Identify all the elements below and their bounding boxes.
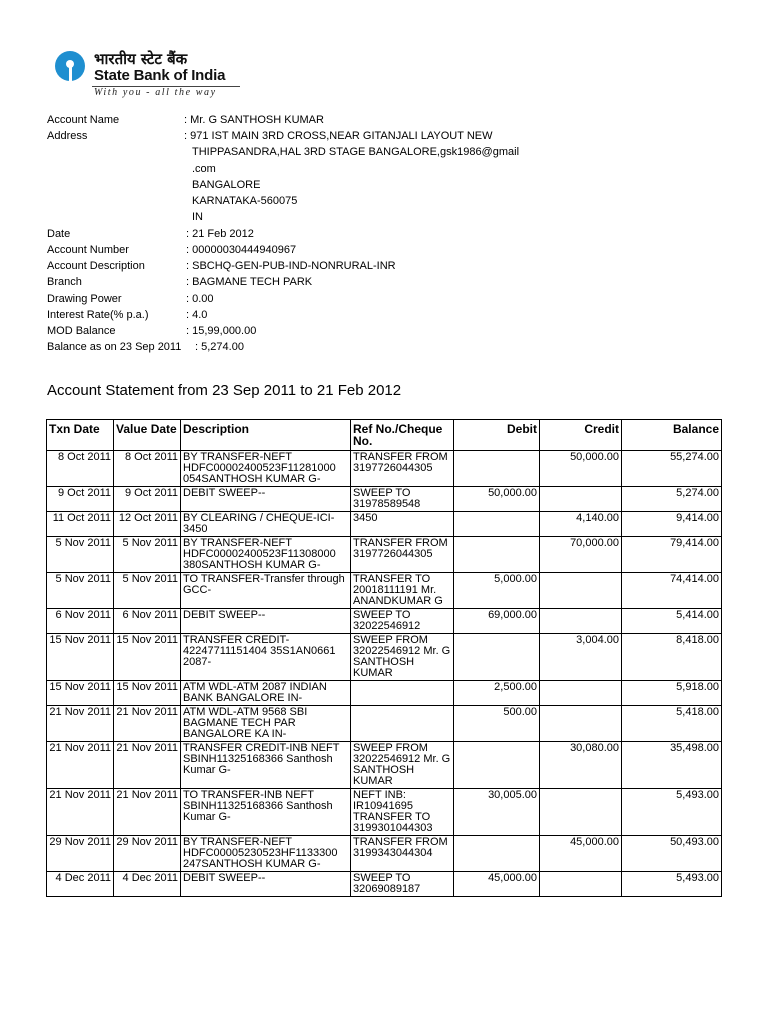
debit-cell: 30,005.00: [454, 789, 540, 836]
balance-cell: 5,414.00: [622, 609, 722, 634]
balance-cell: 9,414.00: [622, 512, 722, 537]
table-header-row: [47, 420, 722, 451]
statement-table: [46, 419, 722, 897]
mod-balance-label: MOD Balance: [47, 325, 116, 337]
table-row: [47, 451, 722, 487]
ref-cell: TRANSFER FROM 3197726044305: [351, 537, 454, 573]
table-row: [47, 742, 722, 789]
col-description: Description: [181, 420, 351, 451]
description-cell: TO TRANSFER-INB NEFT SBINH11325168366 Santhosh Kumar G-: [181, 789, 351, 836]
balance-cell: 8,418.00: [622, 634, 722, 681]
txn-date-cell: 21 Nov 2011: [47, 742, 114, 789]
bank-tagline: With you - all the way: [94, 87, 217, 98]
description-cell: BY TRANSFER-NEFT HDFC00005230523HF1133300 247SANTHOSH KUMAR G-: [181, 836, 351, 872]
balance-cell: 5,493.00: [622, 872, 722, 897]
address-label: Address: [47, 130, 88, 142]
address-line: IN: [192, 211, 203, 223]
value-date-cell: 4 Dec 2011: [114, 872, 181, 897]
ref-cell: SWEEP TO 32022546912: [351, 609, 454, 634]
credit-cell: [540, 706, 622, 742]
bank-name: State Bank of India: [94, 67, 226, 84]
debit-cell: 500.00: [454, 706, 540, 742]
opening-balance-label: Balance as on 23 Sep 2011: [47, 341, 182, 353]
description-cell: BY TRANSFER-NEFT HDFC00002400523F11281000 054SANTHOSH KUMAR G-: [181, 451, 351, 487]
ref-cell: 3450: [351, 512, 454, 537]
debit-cell: [454, 742, 540, 789]
date-value: : 21 Feb 2012: [186, 228, 254, 240]
sbi-logo: [52, 48, 272, 102]
debit-cell: [454, 451, 540, 487]
value-date-cell: 5 Nov 2011: [114, 573, 181, 609]
ref-cell: SWEEP TO 31978589548: [351, 487, 454, 512]
table-row: [47, 872, 722, 897]
description-cell: TO TRANSFER-Transfer through GCC-: [181, 573, 351, 609]
table-row: [47, 681, 722, 706]
drawing-power-label: Drawing Power: [47, 293, 122, 305]
ref-cell: SWEEP FROM 32022546912 Mr. G SANTHOSH KUMAR: [351, 634, 454, 681]
credit-cell: [540, 872, 622, 897]
txn-date-cell: 21 Nov 2011: [47, 706, 114, 742]
credit-cell: [540, 609, 622, 634]
ref-cell: TRANSFER FROM 3199343044304: [351, 836, 454, 872]
address-line: KARNATAKA-560075: [192, 195, 298, 207]
account-name-label: Account Name: [47, 114, 120, 126]
credit-cell: [540, 789, 622, 836]
description-cell: TRANSFER CREDIT-INB NEFT SBINH11325168366 Santhosh Kumar G-: [181, 742, 351, 789]
table-row: [47, 573, 722, 609]
address-line: .com: [192, 163, 216, 175]
balance-cell: 55,274.00: [622, 451, 722, 487]
branch-label: Branch: [47, 276, 82, 288]
value-date-cell: 15 Nov 2011: [114, 681, 181, 706]
credit-cell: 50,000.00: [540, 451, 622, 487]
col-txn-date: Txn Date: [47, 420, 114, 451]
ref-cell: TRANSFER TO 20018111191 Mr. ANANDKUMAR G: [351, 573, 454, 609]
debit-cell: [454, 512, 540, 537]
balance-cell: 79,414.00: [622, 537, 722, 573]
txn-date-cell: 15 Nov 2011: [47, 681, 114, 706]
value-date-cell: 21 Nov 2011: [114, 742, 181, 789]
credit-cell: 3,004.00: [540, 634, 622, 681]
debit-cell: [454, 634, 540, 681]
ref-cell: [351, 681, 454, 706]
value-date-cell: 21 Nov 2011: [114, 706, 181, 742]
col-value-date: Value Date: [114, 420, 181, 451]
table-row: [47, 609, 722, 634]
balance-cell: 74,414.00: [622, 573, 722, 609]
col-debit: Debit: [454, 420, 540, 451]
balance-cell: 5,493.00: [622, 789, 722, 836]
description-cell: DEBIT SWEEP--: [181, 609, 351, 634]
debit-cell: 2,500.00: [454, 681, 540, 706]
account-description-value: : SBCHQ-GEN-PUB-IND-NONRURAL-INR: [186, 260, 396, 272]
interest-rate-value: : 4.0: [186, 309, 208, 321]
balance-cell: 5,418.00: [622, 706, 722, 742]
debit-cell: 69,000.00: [454, 609, 540, 634]
credit-cell: [540, 681, 622, 706]
col-credit: Credit: [540, 420, 622, 451]
table-row: [47, 487, 722, 512]
txn-date-cell: 5 Nov 2011: [47, 537, 114, 573]
account-name-value: : Mr. G SANTHOSH KUMAR: [184, 114, 324, 126]
value-date-cell: 9 Oct 2011: [114, 487, 181, 512]
txn-date-cell: 11 Oct 2011: [47, 512, 114, 537]
credit-cell: 45,000.00: [540, 836, 622, 872]
txn-date-cell: 15 Nov 2011: [47, 634, 114, 681]
branch-value: : BAGMANE TECH PARK: [186, 276, 313, 288]
description-cell: BY CLEARING / CHEQUE-ICI-3450: [181, 512, 351, 537]
debit-cell: 50,000.00: [454, 487, 540, 512]
col-ref: Ref No./Cheque No.: [351, 420, 454, 451]
ref-cell: NEFT INB: IR10941695 TRANSFER TO 3199301044303: [351, 789, 454, 836]
balance-cell: 35,498.00: [622, 742, 722, 789]
debit-cell: [454, 537, 540, 573]
interest-rate-label: Interest Rate(% p.a.): [47, 309, 149, 321]
table-row: [47, 537, 722, 573]
address-line: : 971 IST MAIN 3RD CROSS,NEAR GITANJALI LAYOUT NEW: [184, 130, 493, 142]
opening-balance-value: : 5,274.00: [195, 341, 244, 353]
debit-cell: 45,000.00: [454, 872, 540, 897]
balance-cell: 50,493.00: [622, 836, 722, 872]
table-row: [47, 789, 722, 836]
date-label: Date: [47, 228, 71, 240]
txn-date-cell: 9 Oct 2011: [47, 487, 114, 512]
sbi-keyhole-icon: [55, 51, 85, 81]
statement-title: Account Statement from 23 Sep 2011 to 21 Feb 2012: [47, 382, 402, 399]
table-row: [47, 836, 722, 872]
table-row: [47, 634, 722, 681]
drawing-power-value: : 0.00: [186, 293, 214, 305]
description-cell: ATM WDL-ATM 2087 INDIAN BANK BANGALORE IN-: [181, 681, 351, 706]
credit-cell: 4,140.00: [540, 512, 622, 537]
account-number-label: Account Number: [47, 244, 129, 256]
account-description-label: Account Description: [47, 260, 145, 272]
credit-cell: 30,080.00: [540, 742, 622, 789]
debit-cell: [454, 836, 540, 872]
txn-date-cell: 4 Dec 2011: [47, 872, 114, 897]
description-cell: TRANSFER CREDIT-42247711151404 35S1AN0661 2087-: [181, 634, 351, 681]
description-cell: BY TRANSFER-NEFT HDFC00002400523F11308000 380SANTHOSH KUMAR G-: [181, 537, 351, 573]
value-date-cell: 15 Nov 2011: [114, 634, 181, 681]
mod-balance-value: : 15,99,000.00: [186, 325, 257, 337]
txn-date-cell: 5 Nov 2011: [47, 573, 114, 609]
balance-cell: 5,274.00: [622, 487, 722, 512]
txn-date-cell: 21 Nov 2011: [47, 789, 114, 836]
debit-cell: 5,000.00: [454, 573, 540, 609]
value-date-cell: 12 Oct 2011: [114, 512, 181, 537]
ref-cell: SWEEP TO 32069089187: [351, 872, 454, 897]
description-cell: DEBIT SWEEP--: [181, 487, 351, 512]
address-line: THIPPASANDRA,HAL 3RD STAGE BANGALORE,gsk1986@gmail: [192, 146, 520, 158]
description-cell: ATM WDL-ATM 9568 SBI BAGMANE TECH PAR BANGALORE KA IN-: [181, 706, 351, 742]
value-date-cell: 6 Nov 2011: [114, 609, 181, 634]
balance-cell: 5,918.00: [622, 681, 722, 706]
credit-cell: [540, 573, 622, 609]
ref-cell: [351, 706, 454, 742]
bank-hindi-name: भारतीय स्टेट बैंक: [94, 50, 188, 68]
credit-cell: 70,000.00: [540, 537, 622, 573]
value-date-cell: 8 Oct 2011: [114, 451, 181, 487]
value-date-cell: 21 Nov 2011: [114, 789, 181, 836]
ref-cell: TRANSFER FROM 3197726044305: [351, 451, 454, 487]
table-row: [47, 512, 722, 537]
address-line: BANGALORE: [192, 179, 261, 191]
value-date-cell: 5 Nov 2011: [114, 537, 181, 573]
ref-cell: SWEEP FROM 32022546912 Mr. G SANTHOSH KUMAR: [351, 742, 454, 789]
account-number-value: : 00000030444940967: [186, 244, 297, 256]
description-cell: DEBIT SWEEP--: [181, 872, 351, 897]
txn-date-cell: 29 Nov 2011: [47, 836, 114, 872]
credit-cell: [540, 487, 622, 512]
txn-date-cell: 6 Nov 2011: [47, 609, 114, 634]
col-balance: Balance: [622, 420, 722, 451]
txn-date-cell: 8 Oct 2011: [47, 451, 114, 487]
value-date-cell: 29 Nov 2011: [114, 836, 181, 872]
table-row: [47, 706, 722, 742]
